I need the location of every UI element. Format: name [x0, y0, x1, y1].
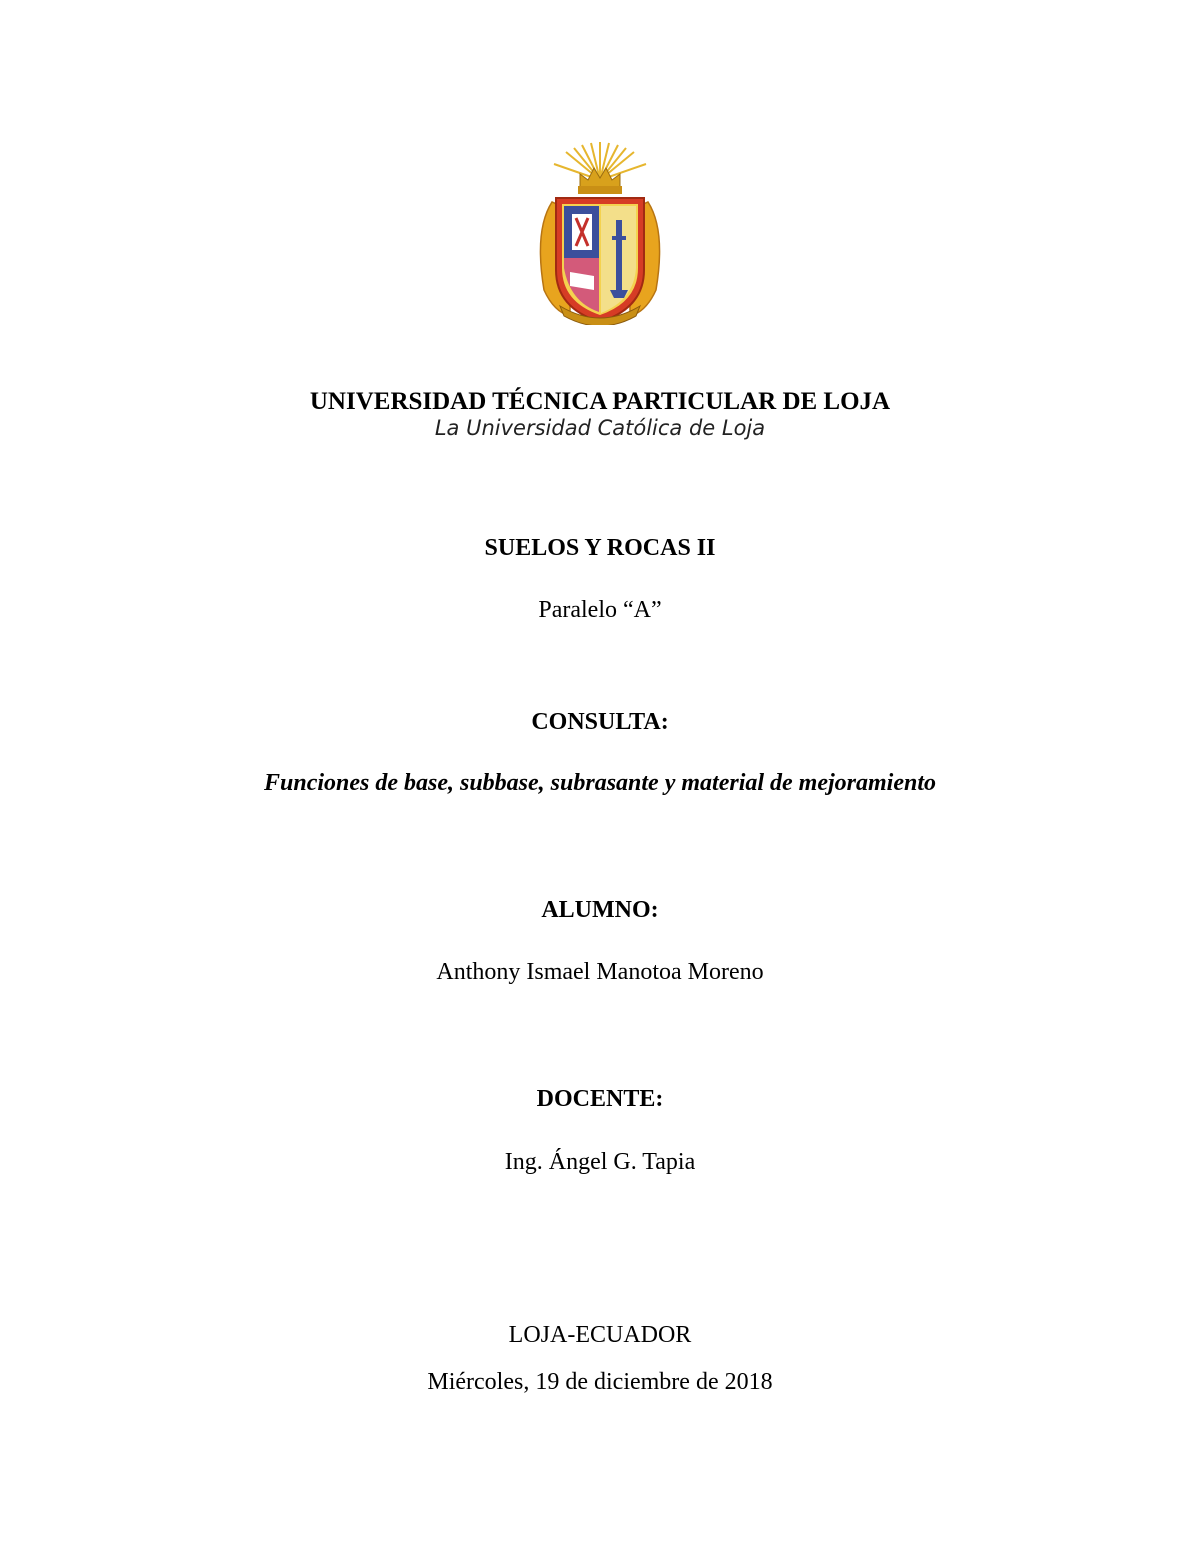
location: LOJA-ECUADOR — [508, 1322, 692, 1348]
section-label: Paralelo “A” — [538, 597, 662, 623]
alumno-name: Anthony Ismael Manotoa Moreno — [436, 959, 764, 985]
consulta-label: CONSULTA: — [531, 709, 669, 735]
alumno-label: ALUMNO: — [541, 897, 659, 923]
consulta-title: Funciones de base, subbase, subrasante y material de mejoramiento — [263, 770, 937, 796]
utpl-crest-icon — [530, 140, 670, 325]
course-title: SUELOS Y ROCAS II — [484, 535, 716, 561]
university-name: UNIVERSIDAD TÉCNICA PARTICULAR DE LOJA — [309, 388, 891, 415]
docente-label: DOCENTE: — [536, 1086, 664, 1112]
university-subtitle: La Universidad Católica de Loja — [434, 416, 766, 440]
date: Miércoles, 19 de diciembre de 2018 — [427, 1369, 773, 1395]
docente-name: Ing. Ángel G. Tapia — [504, 1149, 696, 1175]
